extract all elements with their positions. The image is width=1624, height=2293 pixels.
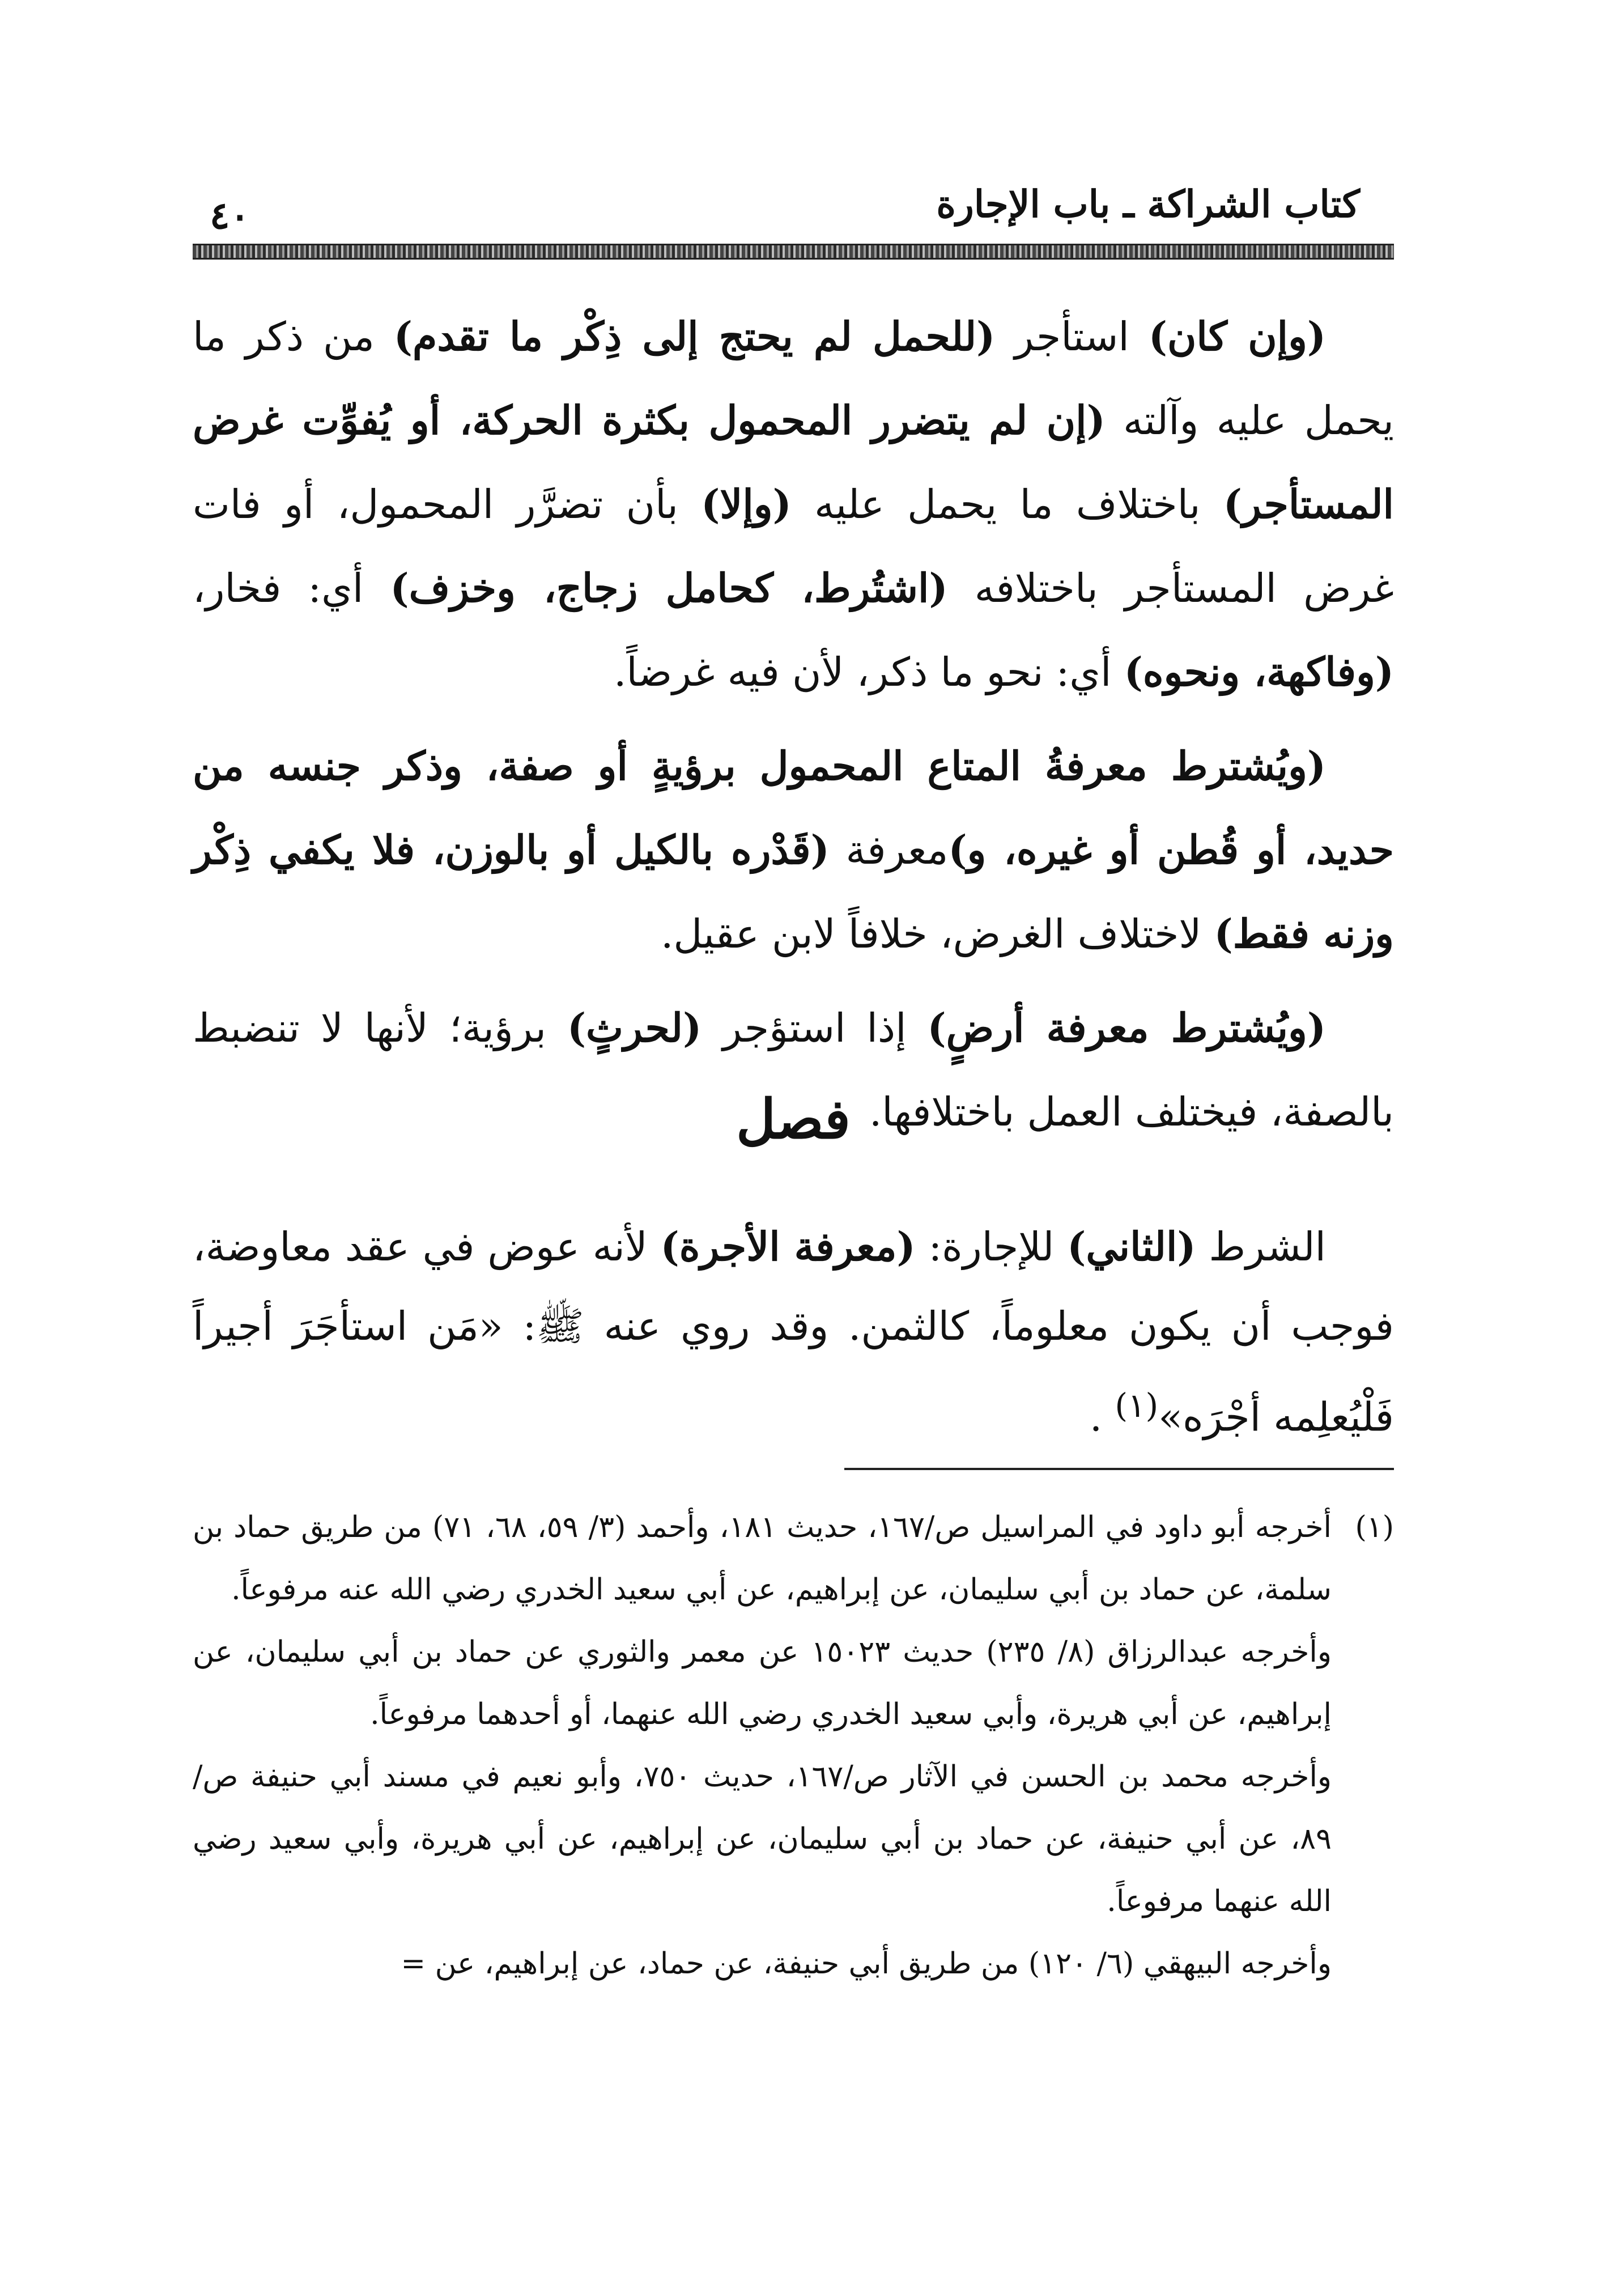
sharh-text: من ذكر ما يحمل عليه وآلته: [193, 313, 1394, 444]
footnotes: [193, 1496, 1394, 1995]
footnote-1-continued: [193, 1621, 1394, 1746]
matn-text: (لحرثٍ): [567, 1004, 702, 1051]
running-header: [193, 176, 1394, 238]
footnote-1: [193, 1496, 1394, 1621]
matn-text: (الثاني): [1067, 1223, 1196, 1270]
footnote-1-continued: [193, 1746, 1394, 1933]
footnote-divider: [844, 1468, 1394, 1470]
matn-text: (اشتُرط، كحامل زجاج، وخزف): [390, 564, 948, 612]
sharh-text: لأنه عوض في عقد معاوضة، فوجب أن يكون معلوماً، كالثمن. وقد روي عنه ﷺ: «مَن استأجَرَ أجيراً فَلْيُعلِمه أجْرَه»: [193, 1224, 1394, 1441]
matn-text: (وإن كان): [1148, 313, 1327, 360]
paragraph-2: [193, 724, 1394, 976]
paragraph-4: [193, 1207, 1394, 1457]
sharh-text: لاختلاف الغرض، خلافاً لابن عقيل.: [661, 911, 1214, 957]
matn-text: (ويُشترط معرفةُ المتاع المحمول برؤيةٍ أو صفة، وذكر جنسه من حديد، أو قُطن أو غيره، و): [193, 742, 1395, 873]
sharh-text: أي: فخار،: [193, 565, 390, 612]
matn-text: (معرفة الأجرة): [660, 1223, 916, 1270]
sharh-text: معرفة: [829, 827, 949, 873]
sharh-text: إذا استؤجر: [702, 1005, 928, 1051]
paragraph-1: [193, 295, 1394, 714]
sharh-text: الشرط: [1196, 1224, 1326, 1270]
matn-text: (ويُشترط معرفة أرضٍ): [927, 1004, 1326, 1051]
matn-text: (وفاكهة، ونحوه): [1124, 648, 1394, 695]
matn-text: (إن لم يتضرر المحمول بكثرة الحركة، أو يُفوِّت غرض المستأجر): [193, 397, 1394, 528]
sharh-text: للإجارة:: [915, 1224, 1068, 1270]
footnote-text: وأخرجه عبدالرزاق (٨/ ٢٣٥) حديث ١٥٠٢٣ عن معمر والثوري عن حماد بن أبي سليمان، عن إبراهيم، عن أبي هريرة، وأبي سعيد الخدري رضي الله عنهما، أو أحدهما مرفوعاً.: [193, 1635, 1332, 1731]
footnote-text: وأخرجه البيهقي (٦/ ١٢٠) من طريق أبي حنيفة، عن حماد، عن إبراهيم، عن =: [401, 1947, 1332, 1981]
section-text: [193, 1207, 1394, 1457]
header-divider: [193, 244, 1394, 260]
matn-text: (للحمل لم يحتج إلى ذِكْر ما تقدم): [393, 313, 996, 360]
footnote-1-continued: [193, 1933, 1394, 1995]
main-text: [193, 295, 1394, 1154]
section-heading: فصل: [736, 1087, 851, 1151]
sharh-text: برؤية؛ لأنها لا تنضبط بالصفة، فيختلف العمل باختلافها.: [193, 1005, 1394, 1135]
matn-text: (قَدْره بالكيل أو بالوزن، فلا يكفي ذِكْر وزنه فقط): [193, 826, 1394, 957]
sharh-text: استأجر: [995, 313, 1149, 360]
header-title: كتاب الشراكة ـ باب الإجارة: [936, 182, 1360, 226]
sharh-text: .: [1089, 1394, 1115, 1441]
sharh-text: باختلاف ما يحمل عليه: [791, 481, 1223, 528]
sharh-text: بأن تضرَّر المحمول، أو فات غرض المستأجر باختلافه: [193, 481, 1394, 612]
matn-text: (وإلا): [701, 481, 792, 528]
footnote-text: وأخرجه محمد بن الحسن في الآثار ص/١٦٧، حديث ٧٥٠، وأبو نعيم في مسند أبي حنيفة ص/ ٨٩، عن أبي حنيفة، عن حماد بن أبي سليمان، عن إبراهيم، عن أبي هريرة، وأبي سعيد رضي الله عنهما مرفوعاً.: [193, 1760, 1332, 1918]
footnote-text: أخرجه أبو داود في المراسيل ص/١٦٧، حديث ١٨١، وأحمد (٣/ ٥٩، ٦٨، ٧١) من طريق حماد بن سلمة، عن حماد بن أبي سليمان، عن إبراهيم، عن أبي سعيد الخدري رضي الله عنه مرفوعاً.: [193, 1510, 1332, 1607]
footnote-marker: (١): [1355, 1510, 1394, 1544]
sharh-text: أي: نحو ما ذكر، لأن فيه غرضاً.: [614, 649, 1124, 695]
footnote-reference[interactable]: (١): [1115, 1386, 1159, 1425]
page-number: ٤٠: [210, 193, 250, 237]
